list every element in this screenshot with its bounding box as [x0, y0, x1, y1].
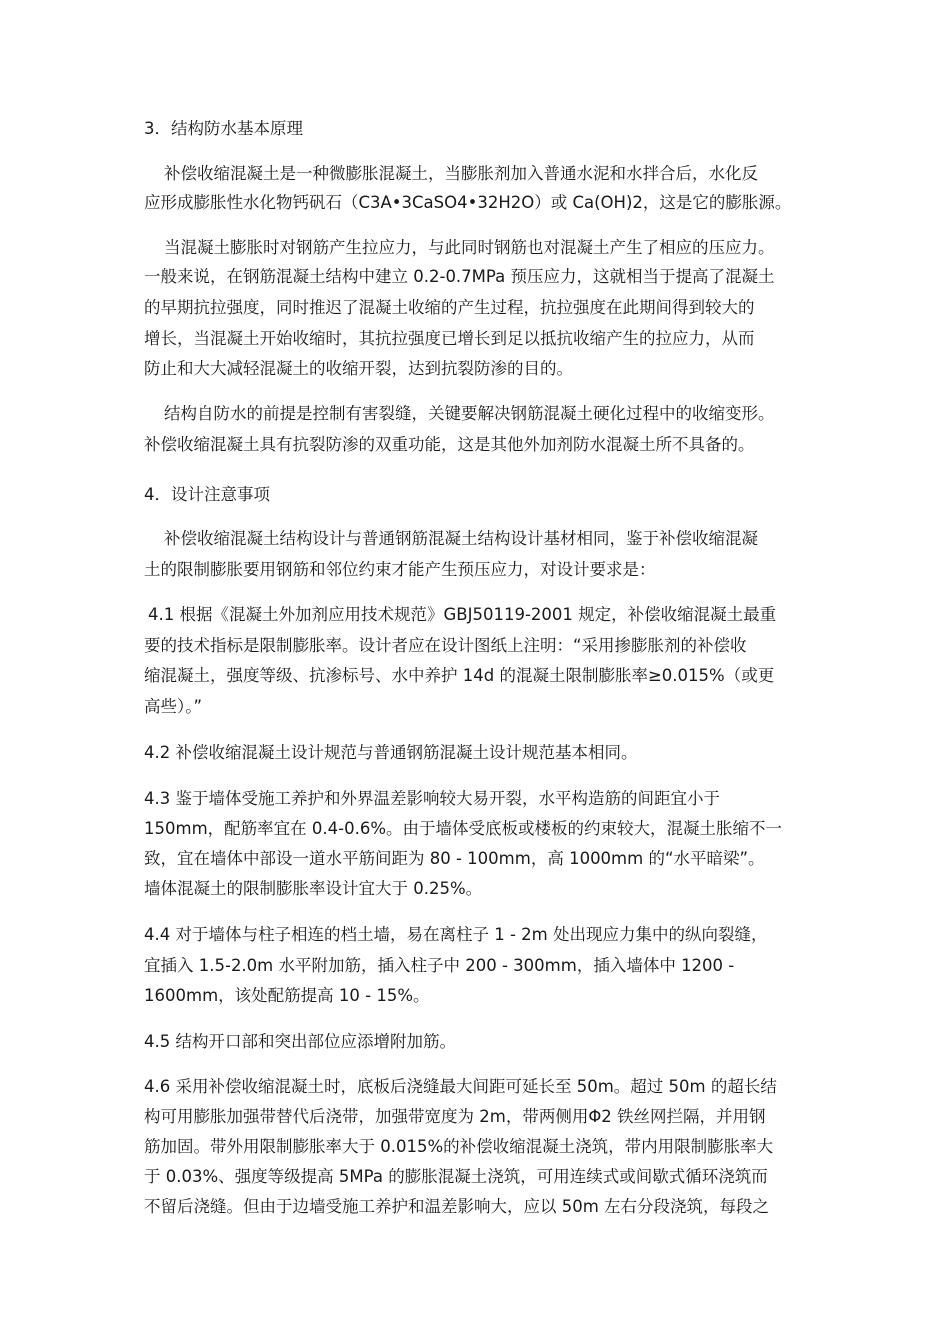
heading-section-4: 4．设计注意事项	[144, 485, 270, 504]
item-4-3-line: 墙体混凝土的限制膨胀率设计宜大于 0.25%。	[144, 879, 483, 898]
paragraph-line: 应形成膨胀性水化物钙矾石（C3A•3CaSO4•32H2O）或 Ca(OH)2，这是它的膨胀源。	[144, 193, 792, 212]
item-4-4-line: 宜插入 1.5-2.0m 水平附加筋，插入柱子中 200 - 300mm，插入墙体中 1200 -	[144, 956, 735, 975]
item-4-6-line: 筋加固。带外用限制膨胀率大于 0.015%的补偿收缩混凝土浇筑，带内用限制膨胀率大	[144, 1137, 774, 1156]
paragraph-line: 防止和大大减轻混凝土的收缩开裂，达到抗裂防渗的目的。	[144, 359, 573, 378]
paragraph-line: 增长，当混凝土开始收缩时，其抗拉强度已增长到足以抵抗收缩产生的拉应力，从而	[144, 329, 755, 348]
heading-section-3: 3．结构防水基本原理	[144, 119, 303, 138]
item-4-3-line: 150mm，配筋率宜在 0.4-0.6%。由于墙体受底板或楼板的约束较大，混凝土胀缩不一	[144, 819, 782, 838]
item-4-4-line: 4.4 对于墙体与柱子相连的档土墙，易在离柱子 1 - 2m 处出现应力集中的纵向裂缝，	[144, 925, 768, 944]
paragraph-line: 的早期抗拉强度，同时推迟了混凝土收缩的产生过程，抗拉强度在此期间得到较大的	[144, 298, 755, 317]
paragraph-line: 补偿收缩混凝土具有抗裂防渗的双重功能，这是其他外加剂防水混凝土所不具备的。	[144, 435, 755, 454]
item-4-3-line: 致，宜在墙体中部设一道水平筋间距为 80 - 100mm，高 1000mm 的“水平暗梁”。	[144, 849, 765, 868]
item-4-6-line: 于 0.03%、强度等级提高 5MPa 的膨胀混凝土浇筑，可用连续式或间歇式循环浇筑而	[144, 1167, 768, 1186]
item-4-5-line: 4.5 结构开口部和突出部位应添增附加筋。	[144, 1032, 456, 1051]
item-4-1-line: 要的技术指标是限制膨胀率。设计者应在设计图纸上注明：“采用掺膨胀剂的补偿收	[144, 636, 747, 655]
item-4-2-line: 4.2 补偿收缩混凝土设计规范与普通钢筋混凝土设计规范基本相同。	[144, 743, 638, 762]
paragraph-line: 补偿收缩混凝土结构设计与普通钢筋混凝土结构设计基材相同，鉴于补偿收缩混凝	[164, 529, 758, 548]
paragraph-line: 土的限制膨胀要用钢筋和邻位约束才能产生预压应力，对设计要求是：	[144, 560, 656, 579]
paragraph-line: 结构自防水的前提是控制有害裂缝，关键要解决钢筋混凝土硬化过程中的收缩变形。	[164, 404, 775, 423]
item-4-3-line: 4.3 鉴于墙体受施工养护和外界温差影响较大易开裂，水平构造筋的间距宜小于	[144, 789, 720, 808]
paragraph-line: 当混凝土膨胀时对钢筋产生拉应力，与此同时钢筋也对混凝土产生了相应的压应力。	[164, 238, 775, 257]
paragraph-line: 补偿收缩混凝土是一种微膨胀混凝土，当膨胀剂加入普通水泥和水拌合后，水化反	[164, 164, 758, 183]
item-4-1-line: 高些）。”	[144, 697, 203, 716]
item-4-1-line: 4.1 根据《混凝土外加剂应用技术规范》GBJ50119-2001 规定，补偿收缩混凝土最重	[148, 605, 777, 624]
item-4-6-line: 构可用膨胀加强带替代后浇带，加强带宽度为 2m，带两侧用Φ2 铁丝网拦隔，并用钢	[144, 1107, 766, 1126]
item-4-6-line: 4.6 采用补偿收缩混凝土时，底板后浇缝最大间距可延长至 50m。超过 50m 的超长结	[144, 1077, 777, 1096]
item-4-1-line: 缩混凝土，强度等级、抗渗标号、水中养护 14d 的混凝土限制膨胀率≥0.015%（或更	[144, 666, 775, 685]
paragraph-line: 一般来说，在钢筋混凝土结构中建立 0.2-0.7MPa 预压应力，这就相当于提高了混凝土	[144, 267, 775, 286]
item-4-6-line: 不留后浇缝。但由于边墙受施工养护和温差影响大，应以 50m 左右分段浇筑，每段之	[144, 1197, 770, 1216]
item-4-4-line: 1600mm，该处配筋提高 10 - 15%。	[144, 986, 430, 1005]
